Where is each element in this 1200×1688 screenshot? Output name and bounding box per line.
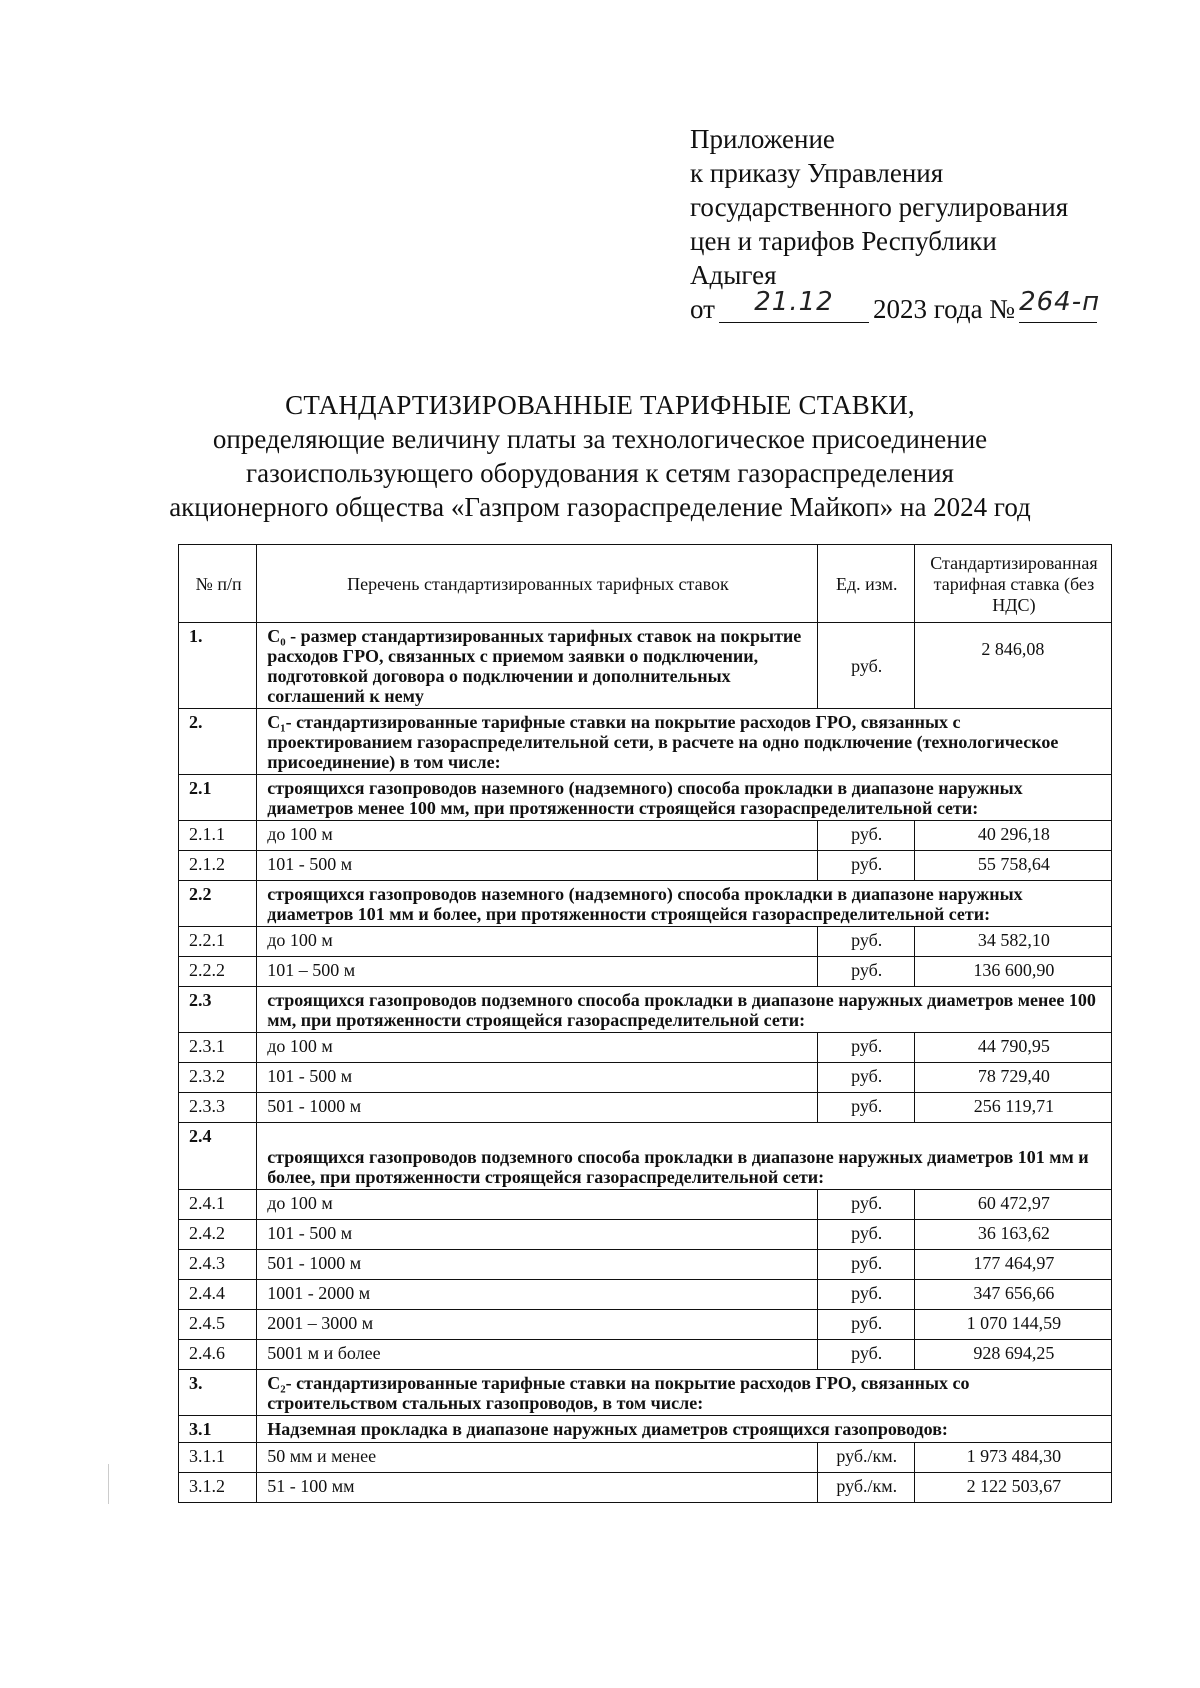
table-row: [179, 1443, 1112, 1473]
row-value: 256 119,71: [914, 1093, 1111, 1123]
header-value: Стандартизированная тарифная ставка (без НДС): [914, 545, 1111, 623]
row-num: 2.1.1: [179, 821, 257, 851]
row-value: 36 163,62: [914, 1220, 1111, 1250]
row-value: 44 790,95: [914, 1033, 1111, 1063]
row-name: 101 – 500 м: [257, 957, 817, 987]
row-name: до 100 м: [257, 1033, 817, 1063]
row-num: 3.: [179, 1370, 257, 1416]
table-header-row: [179, 545, 1112, 623]
row-unit: руб.: [817, 957, 914, 987]
table-row: [179, 1340, 1112, 1370]
row-num: 2.3: [179, 987, 257, 1033]
row-unit: руб./км.: [817, 1443, 914, 1473]
row-value: 347 656,66: [914, 1280, 1111, 1310]
table-row: [179, 881, 1112, 927]
row-name: 101 - 500 м: [257, 1063, 817, 1093]
table-row: [179, 1310, 1112, 1340]
row-name: 1001 - 2000 м: [257, 1280, 817, 1310]
row-value: 2 122 503,67: [914, 1473, 1111, 1503]
row-num: 2.: [179, 709, 257, 775]
row-unit: руб.: [817, 1340, 914, 1370]
row-unit: руб.: [817, 1190, 914, 1220]
table-row: [179, 623, 1112, 709]
row-unit: руб.: [817, 1033, 914, 1063]
number-blank: [1019, 287, 1101, 323]
row-unit: руб.: [817, 1063, 914, 1093]
row-value: 78 729,40: [914, 1063, 1111, 1093]
row-value: 1 973 484,30: [914, 1443, 1111, 1473]
row-value: 55 758,64: [914, 851, 1111, 881]
row-num: 3.1: [179, 1416, 257, 1443]
row-value: 34 582,10: [914, 927, 1111, 957]
row-num: 2.4.6: [179, 1340, 257, 1370]
handwritten-date: 21.12: [754, 287, 834, 317]
row-name: 501 - 1000 м: [257, 1250, 817, 1280]
header-unit: Ед. изм.: [817, 545, 914, 623]
row-name: до 100 м: [257, 927, 817, 957]
row-num: 2.3.2: [179, 1063, 257, 1093]
row-value: 1 070 144,59: [914, 1310, 1111, 1340]
table-row: [179, 1190, 1112, 1220]
row-num: 2.1.2: [179, 851, 257, 881]
row-name: С₁- стандартизированные тарифные ставки на покрытие расходов ГРО, связанных с проектированием газораспределительной сети, в расчете на одно подключение (технологическое присоединение) в том числе:: [257, 709, 1112, 775]
scan-artifact: [108, 1464, 109, 1504]
year-text: 2023 года №: [872, 294, 1016, 324]
table-row: [179, 987, 1112, 1033]
row-num: 2.3.1: [179, 1033, 257, 1063]
table-row: [179, 927, 1112, 957]
row-name: 50 мм и менее: [257, 1443, 817, 1473]
row-name: Надземная прокладка в диапазоне наружных диаметров строящихся газопроводов:: [257, 1416, 1112, 1443]
row-num: 2.2: [179, 881, 257, 927]
table-row: [179, 1280, 1112, 1310]
table-row: [179, 1063, 1112, 1093]
row-value: 40 296,18: [914, 821, 1111, 851]
table-row: [179, 1123, 1112, 1190]
row-name: строящихся газопроводов наземного (надземного) способа прокладки в диапазоне наружных диаметров 101 мм и более, при протяженности строящейся газораспределительной сети:: [257, 881, 1112, 927]
row-num: 2.2.1: [179, 927, 257, 957]
table-row: [179, 1416, 1112, 1443]
table-row: [179, 821, 1112, 851]
table-row: [179, 1370, 1112, 1416]
row-value: 928 694,25: [914, 1340, 1111, 1370]
row-name: 101 - 500 м: [257, 851, 817, 881]
row-value: 136 600,90: [914, 957, 1111, 987]
appendix-line-3: государственного регулирования: [690, 192, 1069, 222]
table-row: [179, 709, 1112, 775]
row-num: 2.4.4: [179, 1280, 257, 1310]
row-name: строящихся газопроводов подземного способа прокладки в диапазоне наружных диаметров 101 мм и более, при протяженности строящейся газораспределительной сети:: [257, 1123, 1112, 1190]
row-num: 2.3.3: [179, 1093, 257, 1123]
row-unit: руб.: [817, 1310, 914, 1340]
title-line-3: газоиспользующего оборудования к сетям газораспределения: [246, 458, 954, 488]
tariff-rates-table: [178, 544, 1112, 1503]
appendix-line-2: к приказу Управления: [690, 158, 944, 188]
table-row: [179, 1093, 1112, 1123]
appendix-line-1: Приложение: [690, 124, 835, 154]
row-num: 3.1.2: [179, 1473, 257, 1503]
row-unit: руб.: [817, 1093, 914, 1123]
row-name: 5001 м и более: [257, 1340, 817, 1370]
row-name: 51 - 100 мм: [257, 1473, 817, 1503]
row-num: 2.4.5: [179, 1310, 257, 1340]
row-unit: руб.: [817, 821, 914, 851]
title-line-4: акционерного общества «Газпром газораспределение Майкоп» на 2024 год: [169, 492, 1031, 522]
appendix-block: [690, 122, 1101, 326]
table-row: [179, 1033, 1112, 1063]
row-num: 1.: [179, 623, 257, 709]
row-unit: руб.: [817, 851, 914, 881]
title-line-2: определяющие величину платы за технологическое присоединение: [212, 424, 988, 454]
date-blank: [719, 287, 869, 323]
row-value: 2 846,08: [914, 623, 1111, 709]
row-name: строящихся газопроводов наземного (надземного) способа прокладки в диапазоне наружных диаметров менее 100 мм, при протяженности строящейся газораспределительной сети:: [257, 775, 1112, 821]
table-row: [179, 957, 1112, 987]
header-name: Перечень стандартизированных тарифных ставок: [257, 545, 817, 623]
row-name: до 100 м: [257, 1190, 817, 1220]
row-num: 2.1: [179, 775, 257, 821]
header-num: № п/п: [179, 545, 257, 623]
row-unit: руб.: [817, 623, 914, 709]
date-prefix: от: [690, 294, 715, 324]
handwritten-order-number: 264-п: [1019, 287, 1101, 317]
row-name: строящихся газопроводов подземного способа прокладки в диапазоне наружных диаметров менее 100 мм, при протяженности строящейся газораспределительной сети:: [257, 987, 1112, 1033]
row-unit: руб.: [817, 1220, 914, 1250]
row-unit: руб.: [817, 927, 914, 957]
row-num: 2.4: [179, 1123, 257, 1190]
table-row: [179, 1473, 1112, 1503]
row-unit: руб.: [817, 1280, 914, 1310]
row-name: 101 - 500 м: [257, 1220, 817, 1250]
row-num: 2.4.2: [179, 1220, 257, 1250]
row-unit: руб.: [817, 1250, 914, 1280]
table-row: [179, 775, 1112, 821]
row-name: до 100 м: [257, 821, 817, 851]
row-num: 3.1.1: [179, 1443, 257, 1473]
order-date-line: [690, 287, 1101, 326]
table-row: [179, 1250, 1112, 1280]
appendix-line-5: Адыгея: [690, 260, 777, 290]
row-value: 60 472,97: [914, 1190, 1111, 1220]
row-name: С₂- стандартизированные тарифные ставки на покрытие расходов ГРО, связанных со строительством стальных газопроводов, в том числе:: [257, 1370, 1112, 1416]
document-title: [0, 388, 1200, 524]
row-value: 177 464,97: [914, 1250, 1111, 1280]
row-num: 2.2.2: [179, 957, 257, 987]
title-line-1: СТАНДАРТИЗИРОВАННЫЕ ТАРИФНЫЕ СТАВКИ,: [285, 390, 915, 420]
appendix-line-4: цен и тарифов Республики: [690, 226, 997, 256]
row-num: 2.4.1: [179, 1190, 257, 1220]
row-name: 2001 – 3000 м: [257, 1310, 817, 1340]
row-num: 2.4.3: [179, 1250, 257, 1280]
table-row: [179, 1220, 1112, 1250]
row-name: С₀ - размер стандартизированных тарифных ставок на покрытие расходов ГРО, связанных с приемом заявки о подключении, подготовкой договора о подключении и дополнительных соглашений к нему: [257, 623, 817, 709]
table-row: [179, 851, 1112, 881]
row-name: 501 - 1000 м: [257, 1093, 817, 1123]
row-unit: руб./км.: [817, 1473, 914, 1503]
